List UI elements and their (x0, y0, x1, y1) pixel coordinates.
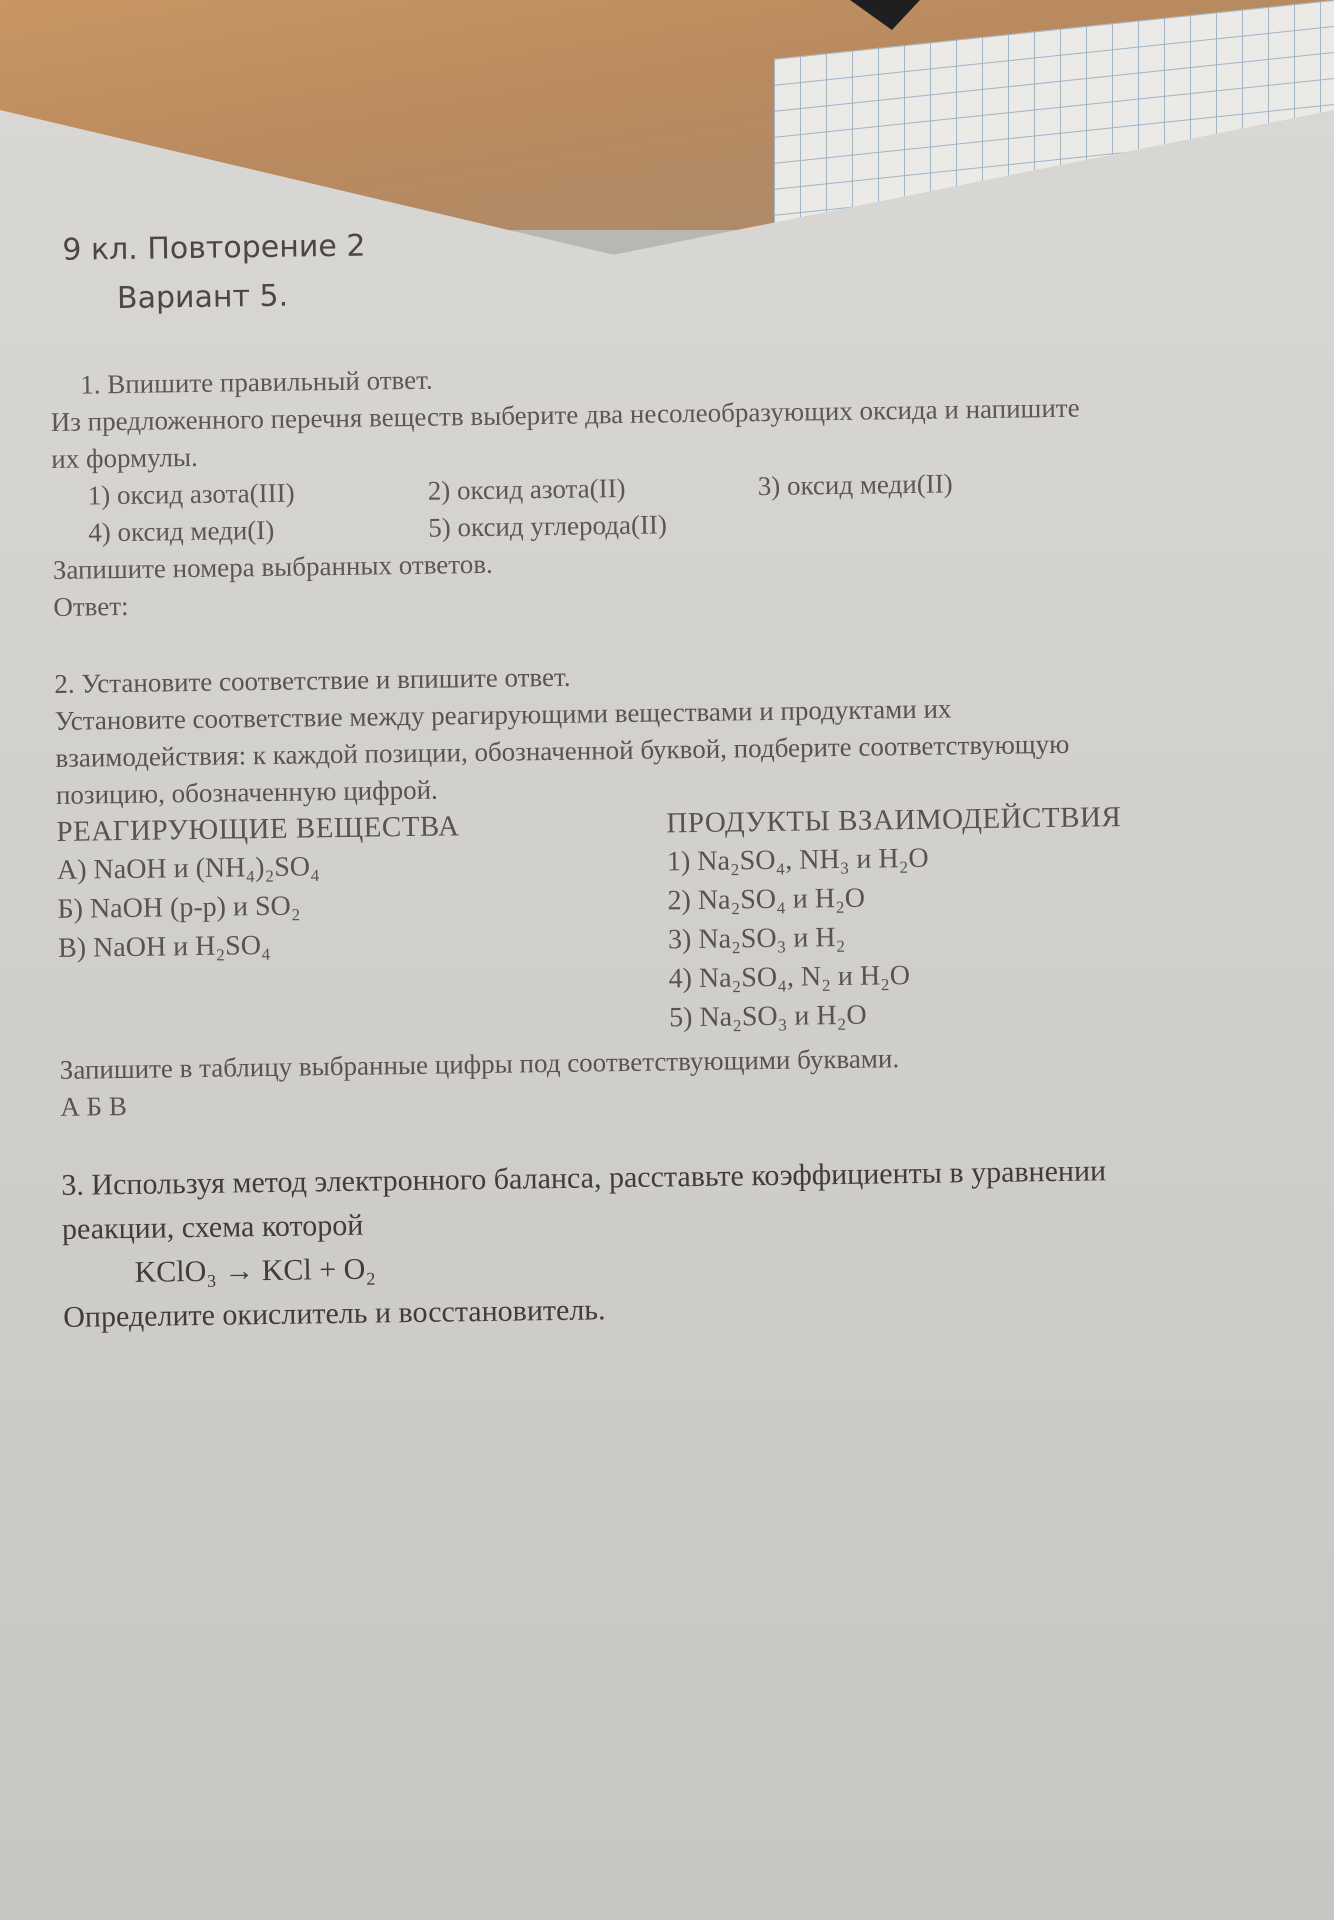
question-1 (50, 349, 1333, 626)
question-2 (54, 648, 1334, 1126)
product-item: 1) Na₂SO₄, NH₃ и H₂O (666, 842, 929, 878)
q1-instruction: Запишите номера выбранных ответов. (52, 548, 493, 585)
q1-title: 1. Впишите правильный ответ. (80, 364, 433, 400)
worksheet-content (48, 207, 1334, 1340)
q1-option: 1) оксид азота(III) (87, 477, 295, 511)
reactant-item: А) NaOH и (NH₄)₂SO₄ (56, 851, 321, 886)
q2-title: 2. Установите соответствие и впишите ответ. (54, 661, 571, 699)
q1-text-line1: Из предложенного перечня веществ выберите два несолеобразующих оксида и напишите (50, 392, 1080, 437)
reactant-item: В) NaOH и H₂SO₄ (57, 929, 271, 964)
q1-answer-label: Ответ: (53, 590, 129, 622)
q2-text-line2: взаимодействия: к каждой позиции, обозначенной буквой, подберите соответствующую (55, 728, 1070, 773)
variant-label: Вариант 5. (116, 278, 289, 317)
product-item: 3) Na₂SO₃ и H₂ (667, 921, 846, 956)
q3-instruction: Определите окислитель и восстановитель. (63, 1293, 606, 1334)
q1-option: 5) оксид углерода(II) (428, 509, 668, 543)
q2-instruction: Запишите в таблицу выбранные цифры под соответствующими буквами. (59, 1043, 900, 1085)
q3-equation: KClO₃ → KCl + O₂ (134, 1252, 377, 1289)
q1-option: 2) оксид азота(II) (427, 472, 626, 506)
product-item: 4) Na₂SO₄, N₂ и H₂O (668, 960, 911, 995)
reactants-header: РЕАГИРУЮЩИЕ ВЕЩЕСТВА (56, 810, 460, 848)
matching-columns (56, 796, 1334, 1046)
reactant-item: Б) NaOH (р-р) и SO₂ (57, 890, 301, 925)
products-column (666, 797, 1269, 1037)
q1-option: 3) оксид меди(II) (757, 468, 953, 502)
q2-table-letters: А Б В (60, 1090, 128, 1122)
q2-text-line1: Установите соответствие между реагирующими веществами и продуктами их (54, 693, 952, 736)
question-3 (61, 1146, 1334, 1340)
products-header: ПРОДУКТЫ ВЗАИМОДЕЙСТВИЯ (666, 801, 1122, 840)
q2-text-line3: позицию, обозначенную цифрой. (55, 774, 439, 810)
q1-text-line2: их формулы. (51, 441, 199, 474)
reactants-column (56, 805, 669, 1045)
q3-text-line1: 3. Используя метод электронного баланса, расставьте коэффициенты в уравнении (61, 1154, 1107, 1202)
q1-option: 4) оксид меди(I) (88, 514, 275, 548)
product-item: 5) Na₂SO₃ и H₂O (668, 999, 867, 1034)
product-item: 2) Na₂SO₄ и H₂O (667, 882, 866, 917)
q3-text-line2: реакции, схема которой (61, 1208, 364, 1246)
worksheet-title: 9 кл. Повторение 2 (62, 228, 366, 268)
